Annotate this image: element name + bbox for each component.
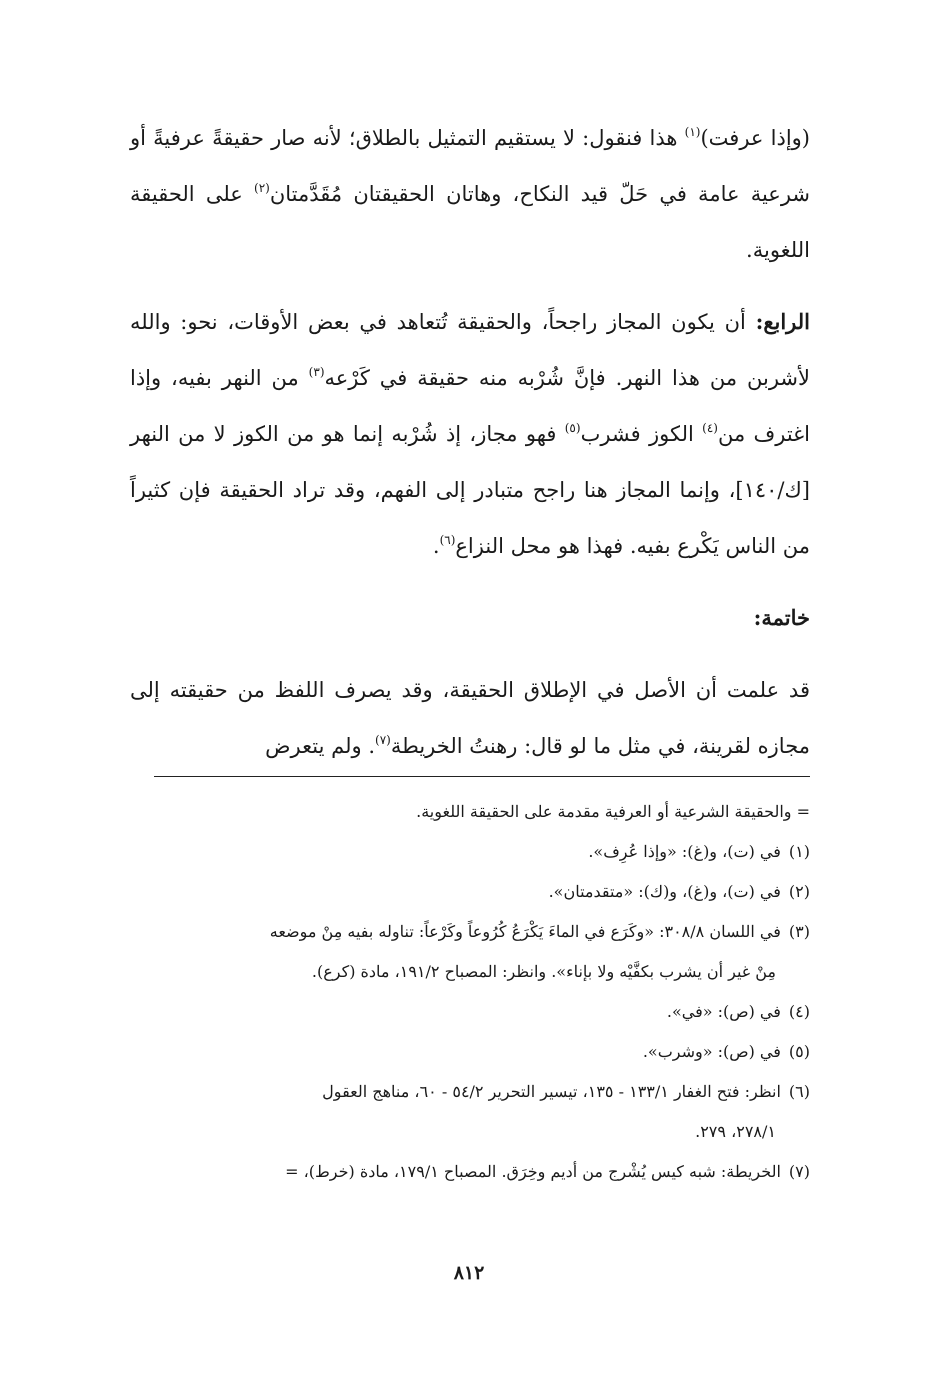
- paragraph-3-text-a: قد علمت أن الأصل في الإطلاق الحقيقة، وقد يصرف اللفظ من حقيقته إلى مجازه لقرينة، في مثل ما لو قال: رهنتُ الخريطة: [130, 678, 810, 758]
- section-heading: خاتمة:: [753, 605, 810, 630]
- paragraph-2-text-d: فهو مجاز، إذ شُرْبه إنما هو من الكوز لا من النهر [ك/١٤٠]، وإنما المجاز هنا راجح متبادر إلى الفهم، وقد تراد الحقيقة فإن كثيراً من الناس يَكْرع بفيه. فهذا هو محل النزاع: [130, 422, 810, 558]
- paragraph-1: [130, 110, 810, 278]
- footnote-number: (٢): [788, 882, 810, 901]
- page-number: ٨١٢: [453, 1262, 485, 1284]
- paragraph-2-text-a: أن يكون المجاز راجحاً، والحقيقة تُتعاهد في بعض الأوقات، نحو: والله لأشربن من هذا النهر. فإنَّ شُرْبه منه حقيقة في كَرْعه: [130, 310, 810, 390]
- footnote-5: [130, 1032, 810, 1072]
- footnote-number: (١): [788, 842, 810, 861]
- footnote-3-continuation: مِنْ غير أن يشرب بكفَّيْه ولا بإناء». وانظر: المصباح ١٩١/٢، مادة (كرع).: [311, 962, 776, 981]
- paragraph-2-lead: الرابع:: [755, 309, 810, 334]
- footnote-text: في (ص): «في».: [666, 1002, 781, 1021]
- paragraph-1-text-b: هذا فنقول: لا يستقيم التمثيل بالطلاق؛ لأنه صار حقيقةً عرفيةً أو شرعية عامة في حَلّ قيد النكاح، وهاتان الحقيقتان مُقَدَّمتان: [130, 126, 810, 206]
- footnotes: [130, 792, 810, 1192]
- footnote-number: (٧): [788, 1162, 810, 1181]
- footnote-number: (٦): [788, 1082, 810, 1101]
- paragraph-1-text-a: (وإذا عرفت): [700, 126, 810, 150]
- paragraph-2-text-b: من النهر بفيه، وإذا اغترف من: [130, 366, 810, 446]
- footnote-6: [130, 1072, 810, 1112]
- footnote-number: (٤): [788, 1002, 810, 1021]
- footnote-ref-5: (٥): [564, 421, 581, 435]
- footnote-4: [130, 992, 810, 1032]
- footnote-carryover: = والحقيقة الشرعية أو العرفية مقدمة على الحقيقة اللغوية.: [416, 802, 810, 821]
- footnote-3: [130, 912, 810, 952]
- footnote-7: [130, 1152, 810, 1192]
- footnote-text: انظر: فتح الغفار ١٣٣/١ - ١٣٥، تيسير التحرير ٥٤/٢ - ٦٠، مناهج العقول: [322, 1082, 781, 1101]
- main-text: [130, 110, 810, 774]
- footnote-text: في (ت)، و(غ)، و(ك): «متقدمتان».: [548, 882, 781, 901]
- footnote-divider: [154, 776, 810, 777]
- footnote-number: (٣): [788, 922, 810, 941]
- footnote-ref-2: (٢): [254, 181, 270, 195]
- paragraph-2: [130, 294, 810, 574]
- footnote-ref-3: (٣): [308, 365, 325, 379]
- footnote-ref-7: (٧): [375, 733, 391, 747]
- paragraph-3-text-b: . ولم يتعرض: [265, 734, 376, 758]
- footnote-text: في (ت)، و(غ): «وإذا عُرِف».: [588, 842, 781, 861]
- footnote-2: [130, 872, 810, 912]
- footnote-number: (٥): [788, 1042, 810, 1061]
- footnote-ref-6: (٦): [439, 533, 456, 547]
- paragraph-1-text-c: على الحقيقة اللغوية.: [130, 182, 810, 262]
- footnote-ref-4: (٤): [702, 421, 718, 435]
- footnote-6-continuation: ٢٧٨/١، ٢٧٩.: [695, 1122, 776, 1141]
- footnote-1: [130, 832, 810, 872]
- footnote-text: الخريطة: شبه كيس يُشْرج من أديم وخِرَق. المصباح ١٧٩/١، مادة (خرط)، =: [285, 1162, 781, 1181]
- footnote-text: في (ص): «وشرب».: [642, 1042, 781, 1061]
- paragraph-2-text-c: الكوز فشرب: [580, 422, 703, 446]
- paragraph-2-text-e: .: [432, 534, 440, 558]
- footnote-text: في اللسان ٣٠٨/٨: «وكَرَع في الماءَ يَكْرَعُ كُرُوعاً وكَرْعاً: تناوله بفيه مِنْ موضعه: [269, 922, 781, 941]
- paragraph-3: [130, 662, 810, 774]
- footnote-ref-1: (١): [684, 125, 701, 139]
